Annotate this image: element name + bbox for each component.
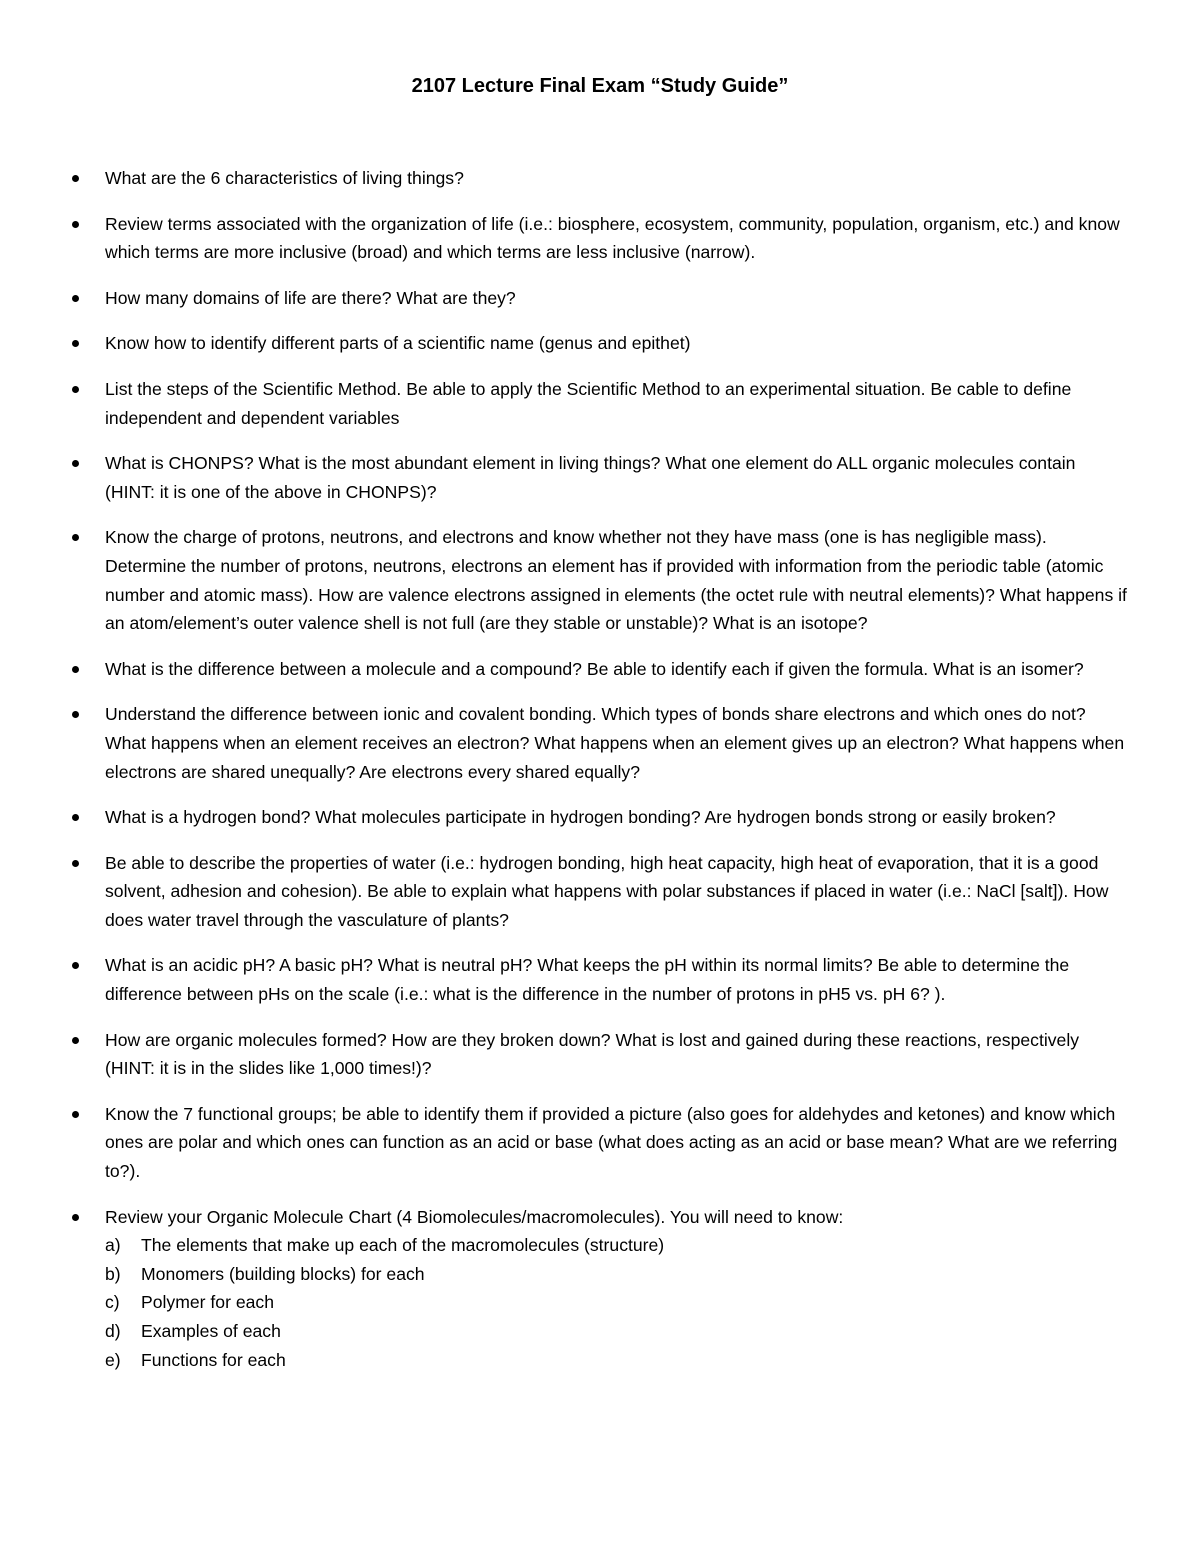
sub-list-marker: b) [105, 1263, 121, 1284]
list-item [0, 803, 1200, 832]
list-item-text: Be able to describe the properties of water (i.e.: hydrogen bonding, high heat capacity, high heat of evaporation, that it is a good solvent, adhesion and cohesion). Be able to explain what happens with polar substances if placed in water (i.e.: NaCl [salt]). How does water travel through the vasculature of plants? [105, 852, 1109, 930]
sub-list-text: The elements that make up each of the macromolecules (structure) [141, 1235, 665, 1256]
list-item [0, 951, 1200, 1008]
list-item [0, 849, 1200, 935]
sub-list-text: Polymer for each [141, 1292, 274, 1313]
bullet-icon [72, 386, 79, 393]
list-item [0, 523, 1200, 637]
list-item-text: Know the 7 functional groups; be able to identify them if provided a picture (also goes for aldehydes and ketones) and know which ones are polar and which ones can function as an acid or base (what does acting as an acid or base mean? What are we referring to?). [105, 1103, 1118, 1182]
sub-list [105, 1231, 1130, 1374]
sub-list-text: Functions for each [141, 1349, 286, 1370]
bullet-icon [72, 962, 79, 969]
bullet-icon [72, 1037, 79, 1044]
list-item-text: Review your Organic Molecule Chart (4 Biomolecules/macromolecules). You will need to know: [105, 1206, 844, 1227]
sub-list-item [105, 1260, 1130, 1289]
list-item-text: Understand the difference between ionic and covalent bonding. Which types of bonds share electrons and which ones do not? What happens when an element receives an electron? What happens when an element gives up an electron? What happens when electrons are shared unequally? Are electrons every shared equally? [105, 704, 1125, 782]
bullet-icon [72, 295, 79, 302]
sub-list-text: Examples of each [141, 1321, 281, 1341]
list-item-text: List the steps of the Scientific Method. Be able to apply the Scientific Method to an experimental situation. Be cable to define independent and dependent variables [105, 378, 1072, 428]
sub-list-text: Monomers (building blocks) for each [141, 1263, 425, 1284]
sub-list-item [105, 1288, 1130, 1317]
list-item-text: What is a hydrogen bond? What molecules participate in hydrogen bonding? Are hydrogen bonds strong or easily broken? [105, 807, 1056, 828]
sub-list-marker: d) [105, 1321, 121, 1341]
study-guide-list [0, 164, 1200, 1391]
bullet-icon [72, 175, 79, 182]
list-item [0, 210, 1200, 267]
list-item [0, 655, 1200, 684]
bullet-icon [72, 340, 79, 347]
bullet-icon [72, 814, 79, 821]
sub-list-marker: e) [105, 1349, 121, 1370]
list-item [0, 449, 1200, 506]
list-item-text: How are organic molecules formed? How are they broken down? What is lost and gained during these reactions, respectively (HINT: it is in the slides like 1,000 times!)? [105, 1029, 1080, 1079]
list-item [0, 1203, 1200, 1375]
sub-list-item [105, 1317, 1130, 1346]
list-item-text: What is the difference between a molecule and a compound? Be able to identify each if given the formula. What is an isomer? [105, 658, 1084, 679]
bullet-icon [72, 534, 79, 541]
bullet-icon [72, 460, 79, 467]
list-item [0, 1026, 1200, 1083]
bullet-icon [72, 1111, 79, 1118]
list-item [0, 700, 1200, 786]
list-item-text: Know how to identify different parts of a scientific name (genus and epithet) [105, 333, 691, 354]
sub-list-marker: c) [105, 1292, 120, 1313]
list-item-text: How many domains of life are there? What are they? [105, 287, 516, 308]
list-item [0, 284, 1200, 313]
list-item-text: What are the 6 characteristics of living things? [105, 168, 464, 188]
list-item-text: Review terms associated with the organization of life (i.e.: biosphere, ecosystem, community, population, organism, etc.) and know which terms are more inclusive (broad) and which terms are less inclusive (narrow). [105, 213, 1120, 263]
list-item [0, 329, 1200, 358]
page-title: 2107 Lecture Final Exam “Study Guide” [411, 75, 789, 97]
sub-list-item [105, 1231, 1130, 1260]
list-item [0, 375, 1200, 432]
list-item-text: What is CHONPS? What is the most abundant element in living things? What one element do ALL organic molecules contain (HINT: it is one of the above in CHONPS)? [105, 453, 1076, 502]
bullet-icon [72, 1214, 79, 1221]
list-item [0, 164, 1200, 193]
bullet-icon [72, 666, 79, 673]
sub-list-item [105, 1346, 1130, 1375]
list-item [0, 1100, 1200, 1186]
bullet-icon [72, 860, 79, 867]
bullet-icon [72, 711, 79, 718]
sub-list-marker: a) [105, 1235, 121, 1256]
list-item-text: What is an acidic pH? A basic pH? What is neutral pH? What keeps the pH within its normal limits? Be able to determine the difference between pHs on the scale (i.e.: what is the difference in the number of protons in pH5 vs. pH 6? ). [105, 955, 1070, 1005]
list-item-text: Know the charge of protons, neutrons, and electrons and know whether not they have mass (one is has negligible mass). Determine the number of protons, neutrons, electrons an element has if provided with information from the periodic table (atomic number and atomic mass). How are valence electrons assigned in elements (the octet rule with neutral elements)? What happens if an atom/element’s outer valence shell is not full (are they stable or unstable)? What is an isotope? [105, 527, 1127, 634]
bullet-icon [72, 221, 79, 228]
